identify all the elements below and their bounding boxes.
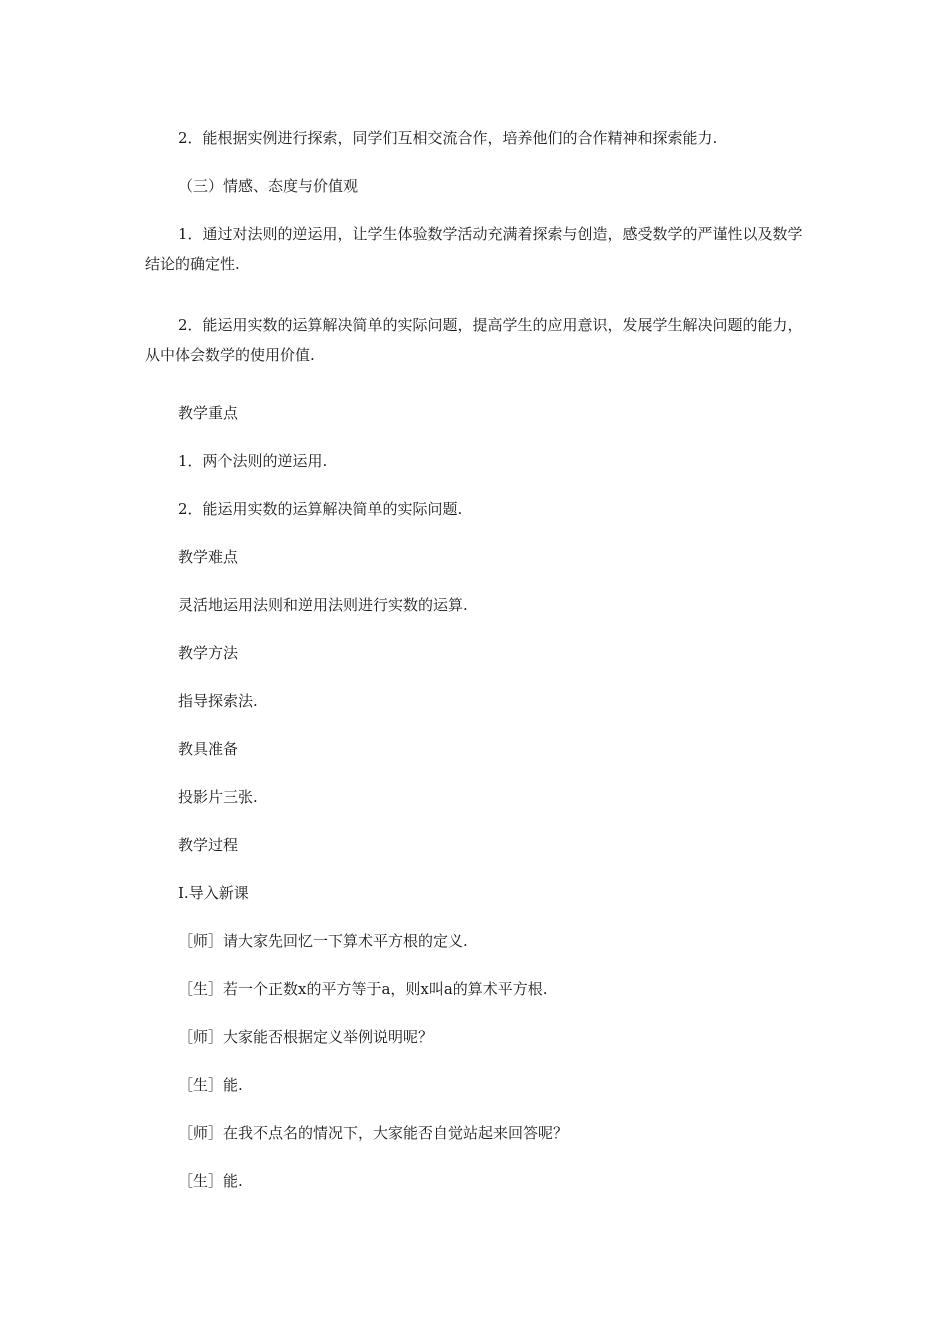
heading-introduction: Ⅰ.导入新课 xyxy=(178,884,249,902)
paragraph-key-point-1: 1．两个法则的逆运用. xyxy=(178,452,328,470)
dialogue-line-2: ［生］若一个正数x的平方等于a，则x叫a的算术平方根. xyxy=(178,980,548,998)
paragraph-emotion-1: 1．通过对法则的逆运用，让学生体验数学活动充满着探索与创造，感受数学的严谨性以及数学结论的确定性. xyxy=(145,225,803,273)
heading-teaching-difficulties: 教学难点 xyxy=(178,548,239,566)
dialogue-line-1: ［师］请大家先回忆一下算术平方根的定义. xyxy=(178,932,468,950)
paragraph-emotion-2: 2．能运用实数的运算解决简单的实际问题，提高学生的应用意识，发展学生解决问题的能力，从中体会数学的使用价值. xyxy=(145,316,803,364)
paragraph-method: 指导探索法. xyxy=(178,692,258,710)
dialogue-line-5: ［师］在我不点名的情况下，大家能否自觉站起来回答呢？ xyxy=(178,1124,569,1142)
paragraph-aids: 投影片三张. xyxy=(178,788,258,806)
dialogue-line-4: ［生］能. xyxy=(178,1076,243,1094)
heading-teaching-key-points: 教学重点 xyxy=(178,404,239,422)
paragraph-key-point-2: 2．能运用实数的运算解决简单的实际问题. xyxy=(178,500,463,518)
paragraph-objective-2: 2．能根据实例进行探索，同学们互相交流合作，培养他们的合作精神和探索能力. xyxy=(178,129,718,147)
paragraph-difficulty: 灵活地运用法则和逆用法则进行实数的运算. xyxy=(178,596,468,614)
heading-teaching-method: 教学方法 xyxy=(178,644,239,662)
heading-emotion-attitude-values: （三）情感、态度与价值观 xyxy=(178,177,359,195)
heading-teaching-aids: 教具准备 xyxy=(178,740,239,758)
dialogue-line-6: ［生］能. xyxy=(178,1172,243,1190)
heading-teaching-process: 教学过程 xyxy=(178,836,239,854)
dialogue-line-3: ［师］大家能否根据定义举例说明呢？ xyxy=(178,1028,434,1046)
